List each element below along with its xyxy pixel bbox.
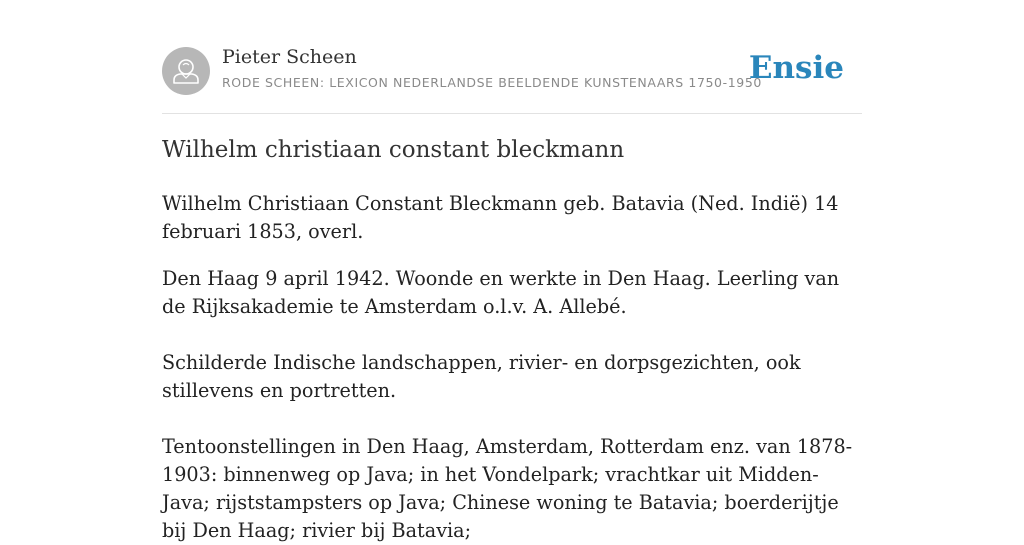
author-name[interactable]: Pieter Scheen [222, 46, 357, 68]
header-divider [162, 113, 862, 114]
article-paragraph: Tentoonstellingen in Den Haag, Amsterdam, Rotterdam enz. van 1878-1903: binnenweg op Java; in het Vondelpark; vrachtkar uit Midden-Java; rijststampsters op Java; Chinese woning te Batavia; boerderijtje bij Den Haag; rivier bij Batavia; [162, 435, 853, 542]
source-label[interactable]: RODE SCHEEN: LEXICON NEDERLANDSE BEELDENDE KUNSTENAARS 1750-1950 [222, 75, 762, 90]
article-header [162, 46, 862, 96]
user-placeholder-icon[interactable] [162, 47, 210, 95]
site-logo[interactable]: Ensie [748, 50, 844, 86]
article-body [162, 190, 862, 545]
article-paragraph: Wilhelm Christiaan Constant Bleckmann geb. Batavia (Ned. Indië) 14 februari 1853, overl. [162, 192, 839, 243]
article-paragraph: Schilderde Indische landschappen, rivier- en dorpsgezichten, ook stillevens en portretten. [162, 351, 801, 402]
article-title: Wilhelm christiaan constant bleckmann [162, 137, 625, 163]
article-paragraph: Den Haag 9 april 1942. Woonde en werkte in Den Haag. Leerling van de Rijksakademie te Amsterdam o.l.v. A. Allebé. [162, 267, 840, 318]
